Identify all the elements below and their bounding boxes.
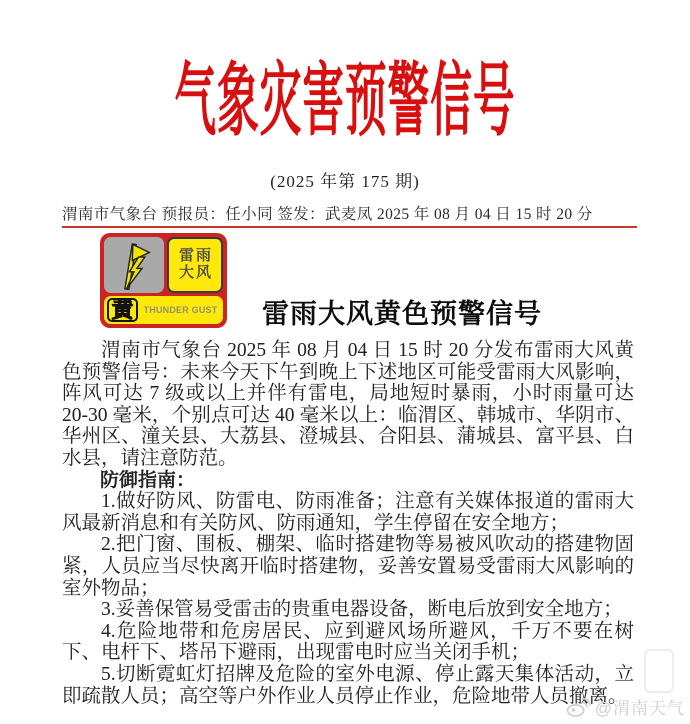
warning-heading-wrap: [227, 292, 577, 331]
doc-title-text: 气象灾害预警信号: [174, 58, 516, 146]
guideline-item: 3.妥善保管易受雷击的贵重电器设备，断电后放到安全地方；: [101, 599, 623, 621]
badge-type-label: [167, 237, 223, 293]
thunder-gust-yellow-warning-badge: [100, 233, 227, 328]
badge-level-yellow: 黄: [107, 298, 138, 322]
red-divider: [62, 226, 637, 228]
faint-watermark-box: [644, 649, 674, 693]
weibo-icon: [566, 696, 592, 718]
doc-title: [0, 60, 690, 166]
guide-title: 防御指南：: [100, 469, 196, 491]
issuer-signer-line: 渭南市气象台 预报员：任小同 签发：武麦凤 2025 年 08 月 04 日 15 时 20 分: [62, 206, 593, 223]
guideline-item: 2.把门窗、围板、棚架、临时搭建物等易被风吹动的搭建物固紧，人员应当尽快离开临时搭建物，妥善安置易受雷雨大风影响的室外物品；: [62, 534, 634, 599]
badge-heading-row: [62, 233, 637, 328]
badge-type-line2: 大风: [178, 264, 213, 281]
badge-bottom-row: [104, 296, 223, 324]
flag-lightning-icon: [104, 237, 164, 293]
guidelines-list: [62, 491, 634, 707]
guideline-item: 4.危险地带和危房居民、应到避风场所避风，千万不要在树下、电杆下、塔吊下避雨，出现雷电时应当关闭手机；: [62, 620, 634, 664]
weibo-watermark: [566, 694, 685, 719]
badge-top-row: [104, 237, 223, 293]
warning-body: [62, 340, 634, 707]
issue-number: (2025 年第 175 期): [270, 172, 420, 191]
watermark-handle: @渭南天气: [594, 699, 685, 718]
badge-english-label: THUNDER GUST: [143, 305, 218, 315]
guideline-item: 5.切断霓虹灯招牌及危险的室外电源、停止露天集体活动，立即疏散人员；高空等户外作业人员停止作业，危险地带人员撤离。: [62, 663, 634, 707]
guideline-item: 1.做好防风、防雷电、防雨准备；注意有关媒体报道的雷雨大风最新消息和有关防风、防雨通知，学生停留在安全地方；: [62, 491, 634, 534]
warning-heading: 雷雨大风黄色预警信号: [262, 299, 542, 329]
badge-type-line1: 雷雨: [178, 247, 213, 265]
warning-description: 渭南市气象台 2025 年 08 月 04 日 15 时 20 分发布雷雨大风黄色预警信号：未来今天下午到晚上下述地区可能受雷雨大风影响，阵风可达 7 级或以上并伴有雷电，局地短时暴雨，小时雨量可达 20-30 毫米，个别点可达 40 毫米以上：临渭区、韩城市、华阴市、华州区、潼关县、大荔县、澄城县、合阳县、蒲城县、富平县、白水县，请注意防范。: [62, 340, 634, 469]
